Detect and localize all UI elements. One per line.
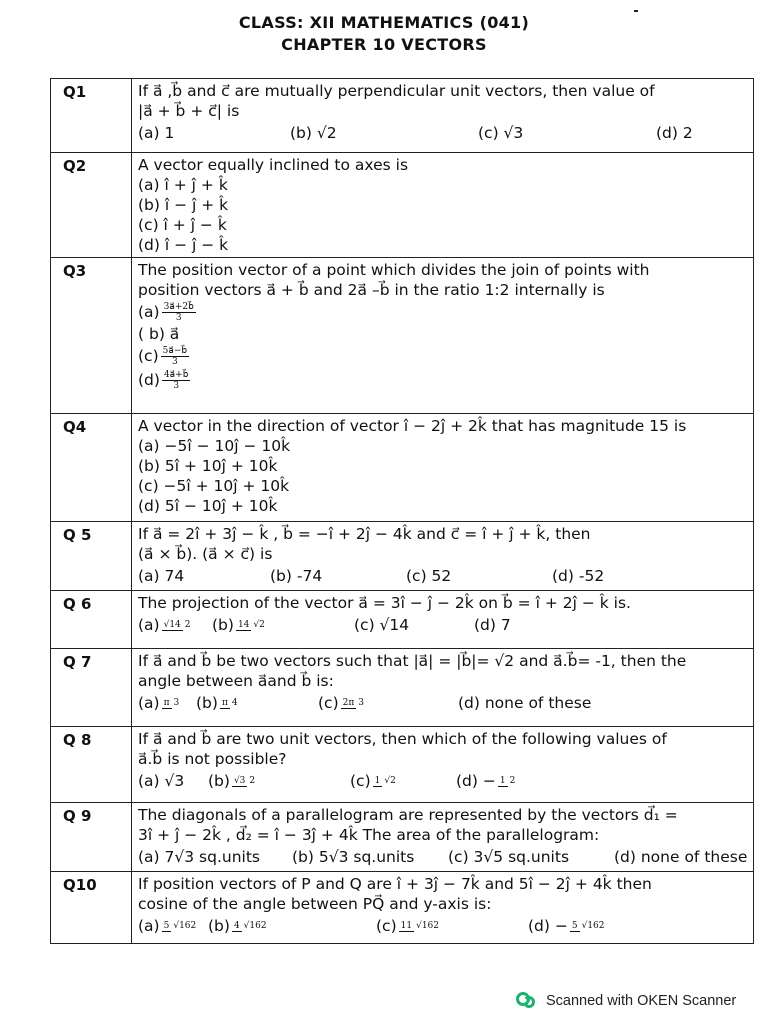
answer-options xyxy=(138,769,747,793)
question-content xyxy=(132,258,754,414)
fraction-denominator: 2 xyxy=(509,776,516,786)
answer-option xyxy=(456,771,519,791)
question-text-line: If a⃗ and b⃗ be two vectors such that |a⃗| = |b⃗|= √2 and a⃗.b⃗= -1, then the xyxy=(138,652,687,670)
answer-option xyxy=(138,916,200,936)
option-label: (d) − xyxy=(528,917,568,935)
answer-options xyxy=(138,914,747,938)
question-content xyxy=(132,591,754,649)
answer-option: (d) î − ĵ − k̂ xyxy=(138,236,229,254)
option-label: (b) xyxy=(212,616,234,634)
question-text-line: The diagonals of a parallelogram are represented by the vectors d⃗₁ = xyxy=(138,806,678,824)
question-text-line: |a⃗ + b⃗ + c⃗| is xyxy=(138,102,240,120)
question-content xyxy=(132,153,754,258)
answer-option: (c) −5î + 10ĵ + 10k̂ xyxy=(138,477,290,495)
answer-option: (b) √2 xyxy=(290,124,337,142)
fraction-numerator: 5a⃗−b⃗ xyxy=(162,346,188,356)
question-text-line: The position vector of a point which divides the join of points with xyxy=(138,261,650,279)
answer-option xyxy=(354,615,409,635)
fraction xyxy=(161,346,190,367)
answer-options xyxy=(138,691,747,715)
fraction xyxy=(373,776,398,787)
fraction xyxy=(498,776,517,787)
question-number: Q2 xyxy=(51,153,132,258)
fraction-denominator: √162 xyxy=(581,921,605,931)
answer-option: (d) none of these xyxy=(614,848,748,866)
question-text-line: (a⃗ × b⃗). (a⃗ × c⃗) is xyxy=(138,545,273,563)
answer-option-line xyxy=(138,344,747,368)
answer-option: (a) 74 xyxy=(138,567,185,585)
answer-option xyxy=(212,615,269,635)
scanner-watermark-text: Scanned with OKEN Scanner xyxy=(546,993,737,1009)
fraction-numerator: 1 xyxy=(499,776,506,786)
answer-option xyxy=(138,325,179,343)
question-row xyxy=(51,649,754,727)
fraction xyxy=(162,698,182,709)
answer-option: (b) 5î + 10ĵ + 10k̂ xyxy=(138,457,278,475)
answer-option-line xyxy=(138,235,747,255)
fraction-denominator: 3 xyxy=(173,698,180,708)
option-label: (a) xyxy=(138,303,160,321)
answer-option xyxy=(196,693,242,713)
question-number: Q1 xyxy=(51,79,132,153)
option-label: (b) xyxy=(208,772,230,790)
answer-options xyxy=(138,564,747,588)
answer-option xyxy=(138,771,184,791)
fraction-denominator: 3 xyxy=(358,698,365,708)
question-content xyxy=(132,522,754,591)
option-label: (c) xyxy=(138,347,159,365)
fraction-numerator: 4a⃗+b⃗ xyxy=(163,370,189,380)
answer-option xyxy=(458,693,591,713)
option-label: (c) xyxy=(350,772,371,790)
answer-option: (c) 3√5 sq.units xyxy=(448,848,570,866)
fraction-numerator: 11 xyxy=(400,921,413,931)
scanner-watermark xyxy=(516,990,736,1012)
page-header xyxy=(0,12,768,56)
answer-option-line xyxy=(138,476,747,496)
question-text-line: A vector in the direction of vector î − 2ĵ + 2k̂ that has magnitude 15 is xyxy=(138,417,687,435)
fraction xyxy=(162,620,193,631)
fraction-denominator: √162 xyxy=(416,921,439,931)
fraction-numerator: 1 xyxy=(374,776,381,786)
question-text-line: If position vectors of P and Q are î + 3ĵ − 7k̂ and 5î − 2ĵ + 4k̂ then xyxy=(138,875,652,893)
answer-option: (d) 5î − 10ĵ + 10k̂ xyxy=(138,497,278,515)
oken-scanner-logo-icon xyxy=(516,991,536,1011)
fraction-denominator: 2 xyxy=(249,776,256,786)
question-text-line: If a⃗ ,b⃗ and c⃗ are mutually perpendicular unit vectors, then value of xyxy=(138,82,655,100)
option-label: (d) xyxy=(138,371,160,389)
option-label: (d) none of these xyxy=(458,694,592,712)
fraction xyxy=(162,370,191,391)
question-number: Q 8 xyxy=(51,727,132,803)
fraction xyxy=(232,776,257,787)
fraction-numerator: √14 xyxy=(163,620,181,630)
option-label: (d) − xyxy=(456,772,496,790)
answer-option xyxy=(208,916,271,936)
option-label: (d) 7 xyxy=(474,616,511,634)
question-number: Q4 xyxy=(51,414,132,522)
question-text-line: cosine of the angle between PQ⃗ and y-axis is: xyxy=(138,895,492,913)
fraction-denominator: 4 xyxy=(231,698,238,708)
answer-option: (a) î + ĵ + k̂ xyxy=(138,176,228,194)
fraction-numerator: 4 xyxy=(233,921,240,931)
answer-option-line xyxy=(138,496,747,516)
question-row xyxy=(51,79,754,153)
answer-option: (a) −5î − 10ĵ − 10k̂ xyxy=(138,437,291,455)
answer-option xyxy=(138,615,195,635)
question-row xyxy=(51,591,754,649)
answer-option xyxy=(138,693,183,713)
fraction-numerator: 3a⃗+2b⃗ xyxy=(163,302,194,312)
fraction-numerator: π xyxy=(163,698,170,708)
question-content xyxy=(132,803,754,872)
fraction xyxy=(399,921,441,932)
fraction xyxy=(162,302,196,323)
fraction-denominator: √2 xyxy=(253,620,265,630)
fraction-numerator: 2π xyxy=(342,698,355,708)
answer-option-line xyxy=(138,368,747,392)
fraction-denominator: 2 xyxy=(184,620,191,630)
fraction-denominator: 3 xyxy=(173,381,180,391)
answer-options xyxy=(138,121,747,145)
answer-options xyxy=(138,845,747,869)
answer-option xyxy=(528,916,609,936)
fraction xyxy=(570,921,607,932)
answer-option-line xyxy=(138,195,747,215)
fraction-denominator: √162 xyxy=(173,921,197,931)
answer-option xyxy=(138,371,192,389)
fraction xyxy=(220,698,240,709)
question-content xyxy=(132,872,754,944)
answer-option: (c) 52 xyxy=(406,567,452,585)
fraction-denominator: √162 xyxy=(243,921,267,931)
answer-option xyxy=(208,771,259,791)
answer-option: (d) 2 xyxy=(656,124,693,142)
question-text-line: A vector equally inclined to axes is xyxy=(138,156,409,174)
question-row xyxy=(51,727,754,803)
option-label: (b) xyxy=(208,917,230,935)
class-title: CLASS: XII MATHEMATICS (041) xyxy=(238,13,530,32)
fraction-denominator: √2 xyxy=(384,776,396,786)
answer-option xyxy=(376,916,443,936)
option-label: ( b) a⃗ xyxy=(138,325,180,343)
answer-option xyxy=(138,303,198,321)
answer-option xyxy=(474,615,511,635)
answer-option: (c) √3 xyxy=(478,124,524,142)
fraction-numerator: π xyxy=(221,698,228,708)
question-row xyxy=(51,258,754,414)
fraction xyxy=(236,620,267,631)
answer-option: (a) 1 xyxy=(138,124,175,142)
question-text-line: angle between a⃗and b⃗ is: xyxy=(138,672,334,690)
chapter-title: CHAPTER 10 VECTORS xyxy=(281,35,487,54)
fraction-denominator: 3 xyxy=(175,313,182,323)
answer-option-line xyxy=(138,436,747,456)
answer-option: (c) î + ĵ − k̂ xyxy=(138,216,227,234)
answer-option: (b) î − ĵ + k̂ xyxy=(138,196,229,214)
fraction xyxy=(341,698,366,709)
question-row xyxy=(51,872,754,944)
fraction-numerator: √3 xyxy=(233,776,246,786)
fraction xyxy=(232,921,269,932)
answer-option-line xyxy=(138,175,747,195)
question-number: Q10 xyxy=(51,872,132,944)
answer-option xyxy=(138,347,191,365)
answer-option xyxy=(350,771,400,791)
question-row xyxy=(51,153,754,258)
fraction-numerator: 5 xyxy=(571,921,578,931)
answer-option: (b) -74 xyxy=(270,567,323,585)
question-row xyxy=(51,414,754,522)
question-row xyxy=(51,803,754,872)
option-label: (c) xyxy=(318,694,339,712)
fraction-numerator: 14 xyxy=(237,620,250,630)
answer-option-line xyxy=(138,456,747,476)
question-content xyxy=(132,727,754,803)
question-content xyxy=(132,414,754,522)
option-label: (c) √14 xyxy=(354,616,410,634)
answer-option-line xyxy=(138,300,747,324)
fraction-denominator: 3 xyxy=(172,357,178,367)
question-text-line: 3î + ĵ − 2k̂ , d⃗₂ = î − 3ĵ + 4k̂ The area of the parallelogram: xyxy=(138,826,600,844)
question-number: Q 7 xyxy=(51,649,132,727)
question-number: Q 6 xyxy=(51,591,132,649)
answer-option xyxy=(318,693,368,713)
answer-option: (a) 7√3 sq.units xyxy=(138,848,260,866)
answer-option-line xyxy=(138,215,747,235)
answer-option: (d) -52 xyxy=(552,567,605,585)
question-row xyxy=(51,522,754,591)
question-text-line: If a⃗ = 2î + 3ĵ − k̂ , b⃗ = −î + 2ĵ − 4k̂ and c⃗ = î + ĵ + k̂, then xyxy=(138,525,591,543)
question-text-line: The projection of the vector a⃗ = 3î − ĵ − 2k̂ on b⃗ = î + 2ĵ − k̂ is. xyxy=(138,594,631,612)
question-text-line: If a⃗ and b⃗ are two unit vectors, then which of the following values of xyxy=(138,730,667,748)
answer-option: (b) 5√3 sq.units xyxy=(292,848,415,866)
fraction-numerator: 5 xyxy=(163,921,170,931)
option-label: (a) xyxy=(138,616,160,634)
question-number: Q 5 xyxy=(51,522,132,591)
questions-table xyxy=(50,78,754,944)
question-text-line: position vectors a⃗ + b⃗ and 2a⃗ –b⃗ in the ratio 1:2 internally is xyxy=(138,281,605,299)
answer-options xyxy=(138,613,747,637)
question-content xyxy=(132,649,754,727)
question-text-line: a⃗.b⃗ is not possible? xyxy=(138,750,287,768)
answer-option-line xyxy=(138,324,747,344)
question-number: Q3 xyxy=(51,258,132,414)
question-content xyxy=(132,79,754,153)
question-number: Q 9 xyxy=(51,803,132,872)
option-label: (a) xyxy=(138,694,160,712)
option-label: (a) √3 xyxy=(138,772,185,790)
option-label: (c) xyxy=(376,917,397,935)
option-label: (b) xyxy=(196,694,218,712)
option-label: (a) xyxy=(138,917,160,935)
fraction xyxy=(162,921,199,932)
